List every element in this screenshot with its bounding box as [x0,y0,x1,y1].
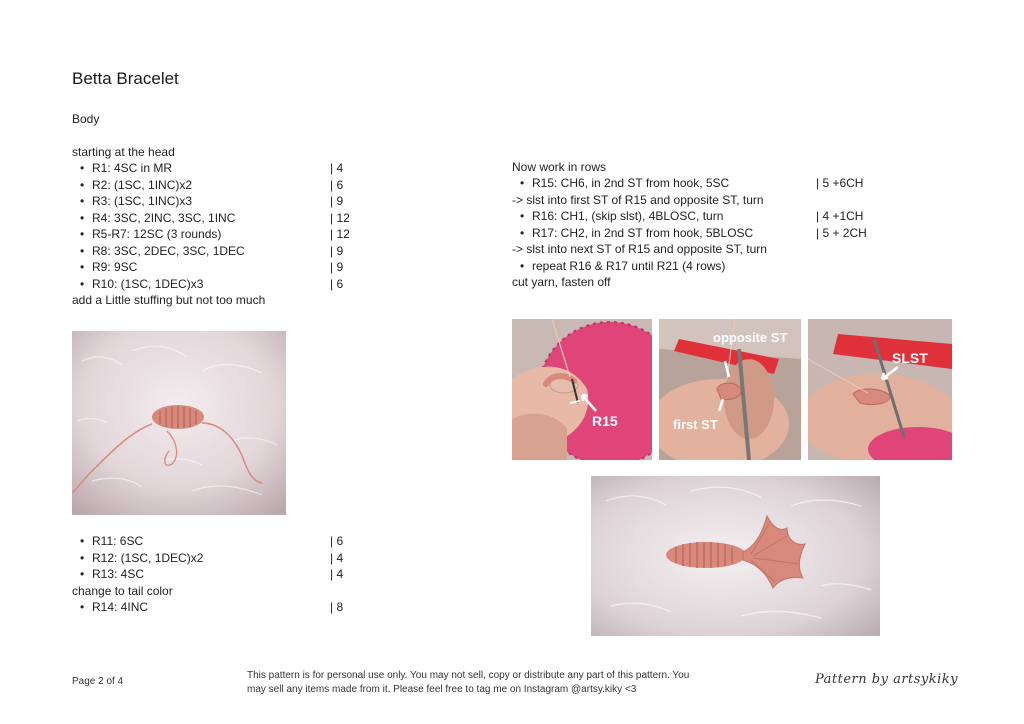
body-progress-photo [72,331,286,515]
section-title-body: Body [72,112,100,126]
list-item: • R5-R7: 12SC (3 rounds) | 12 [80,227,350,241]
r15-photo [512,319,652,460]
rows-step-list-2 [512,208,892,241]
body-intro: starting at the head [72,145,175,159]
rows-step-list-1 [512,175,892,192]
slst-photo [808,319,952,460]
slst-label: SLST [892,350,928,366]
rows-end-note: cut yarn, fasten off [512,275,611,289]
r15-label: R15 [592,413,618,429]
list-item: • R13: 4SC | 4 [80,567,344,581]
list-item: • R15: CH6, in 2nd ST from hook, 5SC | 5 +6CH [520,176,864,190]
designer-signature: Pattern by artsykiky [815,672,959,687]
page-title: Betta Bracelet [72,69,179,88]
list-item: • R4: 3SC, 2INC, 3SC, 1INC | 12 [80,210,350,225]
body-row-list [72,160,372,292]
list-item: • R10: (1SC, 1DEC)x3 | 6 [80,276,344,291]
first-st-photo [659,319,801,460]
list-item: • R12: (1SC, 1DEC)x2 | 4 [80,550,344,565]
list-item: • R1: 4SC in MR | 4 [80,161,344,175]
rows-step-list-3 [512,258,892,275]
rows-note-2: -> slst into next ST of R15 and opposite ST, turn [512,242,767,256]
list-item: • R16: CH1, (skip slst), 4BLOSC, turn | 4 +1CH [520,209,864,223]
list-item: • repeat R16 & R17 until R21 (4 rows) [520,259,726,273]
list-item: • R3: (1SC, 1INC)x3 | 9 [80,194,344,208]
finished-body-photo [591,476,880,636]
list-item: • R11: 6SC | 6 [80,534,344,548]
tail-row-list [72,533,372,583]
rows-intro: Now work in rows [512,160,607,174]
rows-note-1: -> slst into first ST of R15 and opposite ST, turn [512,193,764,207]
list-item: • R2: (1SC, 1INC)x2 | 6 [80,177,344,192]
tail-row-list-2 [72,599,372,616]
usage-notice: This pattern is for personal use only. You may not sell, copy or distribute any part of this pattern. You may sell any items made from it. Please feel free to tag me on Instagram @artsy.kiky <3 [247,670,690,695]
list-item: • R14: 4INC | 8 [80,600,344,614]
opposite-st-label: opposite ST [713,330,788,345]
stuffing-note: add a Little stuffing but not too much [72,293,266,307]
list-item: • R9: 9SC | 9 [80,260,344,274]
first-st-label: first ST [673,417,718,432]
color-change-note: change to tail color [72,584,173,598]
list-item: • R17: CH2, in 2nd ST from hook, 5BLOSC | 5 + 2CH [520,225,867,240]
list-item: • R8: 3SC, 2DEC, 3SC, 1DEC | 9 [80,243,344,258]
page-number: Page 2 of 4 [72,676,124,687]
